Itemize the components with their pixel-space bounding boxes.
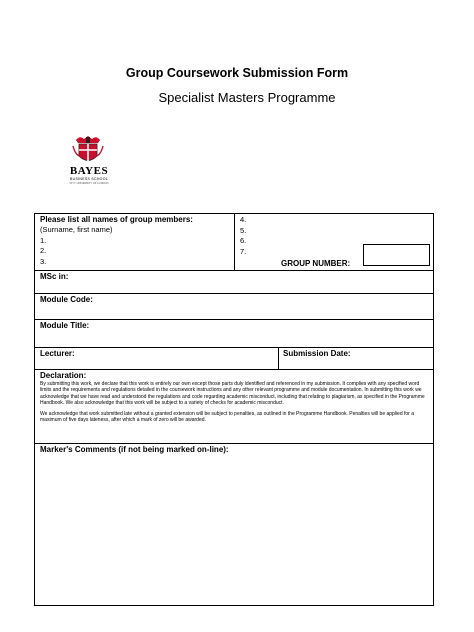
markers-comments-area[interactable] [35,444,433,605]
declaration-label: Declaration: [40,371,87,380]
msc-row [35,271,433,294]
lecturer-divider [278,348,279,369]
members-row [35,214,433,271]
declaration-row [35,370,433,444]
member-slot-7[interactable]: 7. [240,246,247,256]
declaration-text-2: We acknowledge that work submitted late without a granted extension will be subject to penalties, as outlined in the Programme Handbook. Penalties will be applied for a maximum of five days lateness, after which a mark of zero will be awarded. [40,411,415,424]
declaration-block [40,371,426,424]
members-label: Please list all names of group members: [40,215,193,224]
markers-comments-label: Marker's Comments (if not being marked on-line): [40,445,229,454]
module-code-label: Module Code: [40,295,93,304]
members-left [40,215,193,267]
lecturer-label: Lecturer: [40,349,75,358]
programme-subtitle: Specialist Masters Programme [158,90,336,105]
member-slot-6[interactable]: 6. [240,236,247,245]
module-title-label: Module Title: [40,321,90,330]
group-number-field[interactable] [363,244,430,266]
logo-wordmark [60,166,118,185]
member-slot-4[interactable]: 4. [240,215,247,224]
members-right [240,215,246,257]
submission-form [34,213,434,606]
group-number-label: GROUP NUMBER: [281,259,351,268]
member-slot-2[interactable]: 2. [40,246,47,255]
module-code-row [35,294,433,320]
form-title: Group Coursework Submission Form [125,66,349,80]
msc-label: MSc in: [40,272,69,281]
member-slot-3[interactable]: 3. [40,256,47,266]
members-divider [234,214,235,270]
lecturer-row [35,348,433,370]
members-sublabel: (Surname, first name) [40,225,113,234]
module-title-row [35,320,433,348]
submission-date-label: Submission Date: [283,349,351,358]
logo-affiliation: CITY, UNIVERSITY OF LONDON [69,182,109,185]
declaration-text-1: By submitting this work, we declare that this work is entirely our own except those parts duly identified and referenced in my submission. It complies with any specified word limits and the requirements and regulations detailed in the coursework instructions and any other relevant programme and module documentation. In submitting this work we acknowledge that we have read and understood the regulations and code regarding academic misconduct, including that relating to plagiarism, as specified in the Programme Handbook. We also acknowledge that this work will be subject to a variety of checks for academic misconduct. [40,381,425,406]
member-slot-1[interactable]: 1. [40,235,47,245]
logo-name: BAYES [69,165,109,177]
logo-school: BUSINESS SCHOOL [70,177,108,181]
member-slot-5[interactable]: 5. [240,225,247,235]
